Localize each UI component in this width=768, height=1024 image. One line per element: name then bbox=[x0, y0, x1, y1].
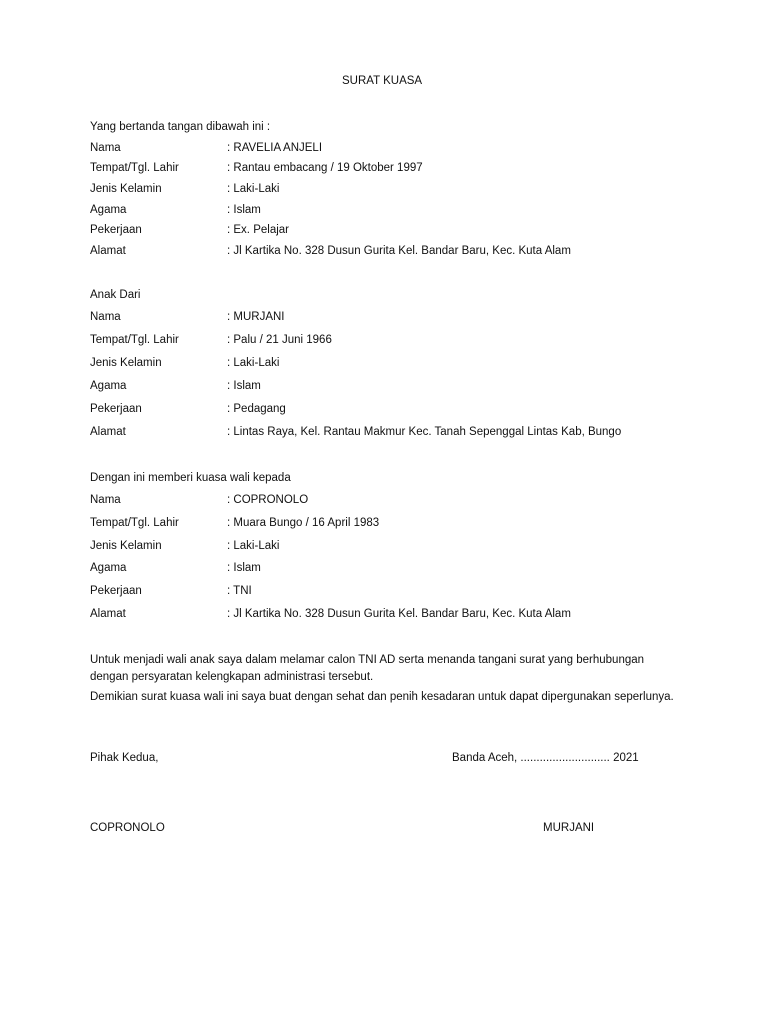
p2-job-value: : Pedagang bbox=[227, 403, 286, 415]
p3-gender-value: : Laki-Laki bbox=[227, 540, 280, 552]
p1-religion-value: : Islam bbox=[227, 204, 261, 216]
p3-gender-label: Jenis Kelamin bbox=[90, 540, 162, 552]
p1-name-label: Nama bbox=[90, 142, 121, 154]
p3-birth-value: : Muara Bungo / 16 April 1983 bbox=[227, 517, 380, 529]
p2-job-label: Pekerjaan bbox=[90, 403, 142, 415]
section-kuasa-kepada: Dengan ini memberi kuasa wali kepada bbox=[90, 472, 291, 484]
purpose-paragraph: Untuk menjadi wali anak saya dalam melamar calon TNI AD serta menanda tangani surat yang berhubungan dengan persyaratan kelengkapan administrasi tersebut. bbox=[90, 654, 645, 683]
p3-religion-label: Agama bbox=[90, 562, 127, 574]
p3-name-label: Nama bbox=[90, 494, 121, 506]
left-signer-name: COPRONOLO bbox=[90, 822, 165, 834]
p2-gender-value: : Laki-Laki bbox=[227, 357, 280, 369]
p2-birth-label: Tempat/Tgl. Lahir bbox=[90, 334, 179, 346]
p2-religion-value: : Islam bbox=[227, 380, 261, 392]
letter-title: SURAT KUASA bbox=[342, 75, 423, 87]
p3-address-value: : Jl Kartika No. 328 Dusun Gurita Kel. Bandar Baru, Kec. Kuta Alam bbox=[227, 608, 571, 620]
p1-job-value: : Ex. Pelajar bbox=[227, 224, 289, 236]
p1-gender-label: Jenis Kelamin bbox=[90, 183, 162, 195]
section-anak-dari: Anak Dari bbox=[90, 289, 141, 301]
p2-address-label: Alamat bbox=[90, 426, 126, 438]
p1-name-value: : RAVELIA ANJELI bbox=[227, 142, 323, 154]
p1-birth-label: Tempat/Tgl. Lahir bbox=[90, 162, 179, 174]
p1-job-label: Pekerjaan bbox=[90, 224, 142, 236]
p2-religion-label: Agama bbox=[90, 380, 127, 392]
closing-paragraph: Demikian surat kuasa wali ini saya buat dengan sehat dan penih kesadaran untuk dapat dipergunakan seperlunya. bbox=[90, 691, 674, 703]
left-sign-label: Pihak Kedua, bbox=[90, 752, 159, 764]
p1-address-label: Alamat bbox=[90, 245, 126, 257]
p2-birth-value: : Palu / 21 Juni 1966 bbox=[227, 334, 332, 346]
right-signer-name: MURJANI bbox=[543, 822, 595, 834]
p2-address-value: : Lintas Raya, Kel. Rantau Makmur Kec. Tanah Sepenggal Lintas Kab, Bungo bbox=[227, 426, 622, 438]
p1-gender-value: : Laki-Laki bbox=[227, 183, 280, 195]
p3-religion-value: : Islam bbox=[227, 562, 261, 574]
p3-job-label: Pekerjaan bbox=[90, 585, 142, 597]
p1-religion-label: Agama bbox=[90, 204, 127, 216]
p3-birth-label: Tempat/Tgl. Lahir bbox=[90, 517, 179, 529]
p1-address-value: : Jl Kartika No. 328 Dusun Gurita Kel. Bandar Baru, Kec. Kuta Alam bbox=[227, 245, 571, 257]
p2-gender-label: Jenis Kelamin bbox=[90, 357, 162, 369]
p1-birth-value: : Rantau embacang / 19 Oktober 1997 bbox=[227, 162, 423, 174]
p3-job-value: : TNI bbox=[227, 585, 252, 597]
p2-name-label: Nama bbox=[90, 311, 121, 323]
p3-name-value: : COPRONOLO bbox=[227, 494, 309, 506]
p2-name-value: : MURJANI bbox=[227, 311, 285, 323]
place-date: Banda Aceh, ............................ 2021 bbox=[452, 752, 639, 764]
p3-address-label: Alamat bbox=[90, 608, 126, 620]
intro-text: Yang bertanda tangan dibawah ini : bbox=[90, 121, 271, 133]
